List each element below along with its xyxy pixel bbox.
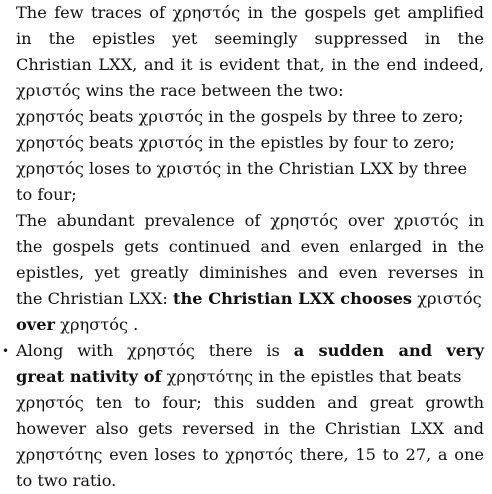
bullet-icon: • (2, 344, 10, 358)
text-run: χρηστότης in the epistles that beats (161, 367, 462, 386)
bullet-line (2, 338, 484, 364)
text-run: Along with χρηστός there is (16, 341, 280, 360)
text-line: χρηστότης even loses to χρηστός there, 15 to 27, a one (16, 445, 484, 464)
text-line: Christian LXX, and it is evident that, in the end indeed, (16, 55, 484, 74)
text-line: The few traces of χρηστός in the gospels get amplified (16, 3, 484, 22)
text-line (16, 364, 484, 390)
text-run: χρηστός . (55, 315, 139, 334)
text-line: to four; (16, 185, 77, 204)
text-line: epistles, yet greatly diminishes and even reverses in (16, 263, 484, 282)
text-line: χρηστός beats χριστός in the gospels by three to zero; (16, 107, 464, 126)
bold-run: great nativity of (16, 367, 162, 386)
text-line: χρηστός ten to four; this sudden and great growth (16, 393, 484, 412)
text-line: to two ratio. (16, 471, 117, 490)
bold-run: over (16, 315, 56, 334)
text-line: χριστός wins the race between the two: (16, 81, 344, 100)
text-line: in the epistles yet seemingly suppressed in the (16, 29, 484, 48)
document-body (2, 0, 484, 494)
text-line: however also gets reversed in the Christian LXX and (16, 419, 484, 438)
text-line: the gospels gets continued and even enlarged in the (16, 237, 484, 256)
text-line: The abundant prevalence of χρηστός over χριστός in (16, 211, 484, 230)
text-run: the Christian LXX: (16, 289, 168, 308)
text-line: χρηστός beats χριστός in the epistles by four to zero; (16, 133, 455, 152)
bold-run: the Christian LXX chooses (173, 289, 413, 308)
text-line: χρηστός loses to χριστός in the Christian LXX by three (16, 159, 468, 178)
text-run: χριστός (417, 289, 482, 308)
text-line (16, 312, 484, 338)
bold-run: a sudden and very (293, 341, 484, 360)
text-line (16, 286, 484, 312)
